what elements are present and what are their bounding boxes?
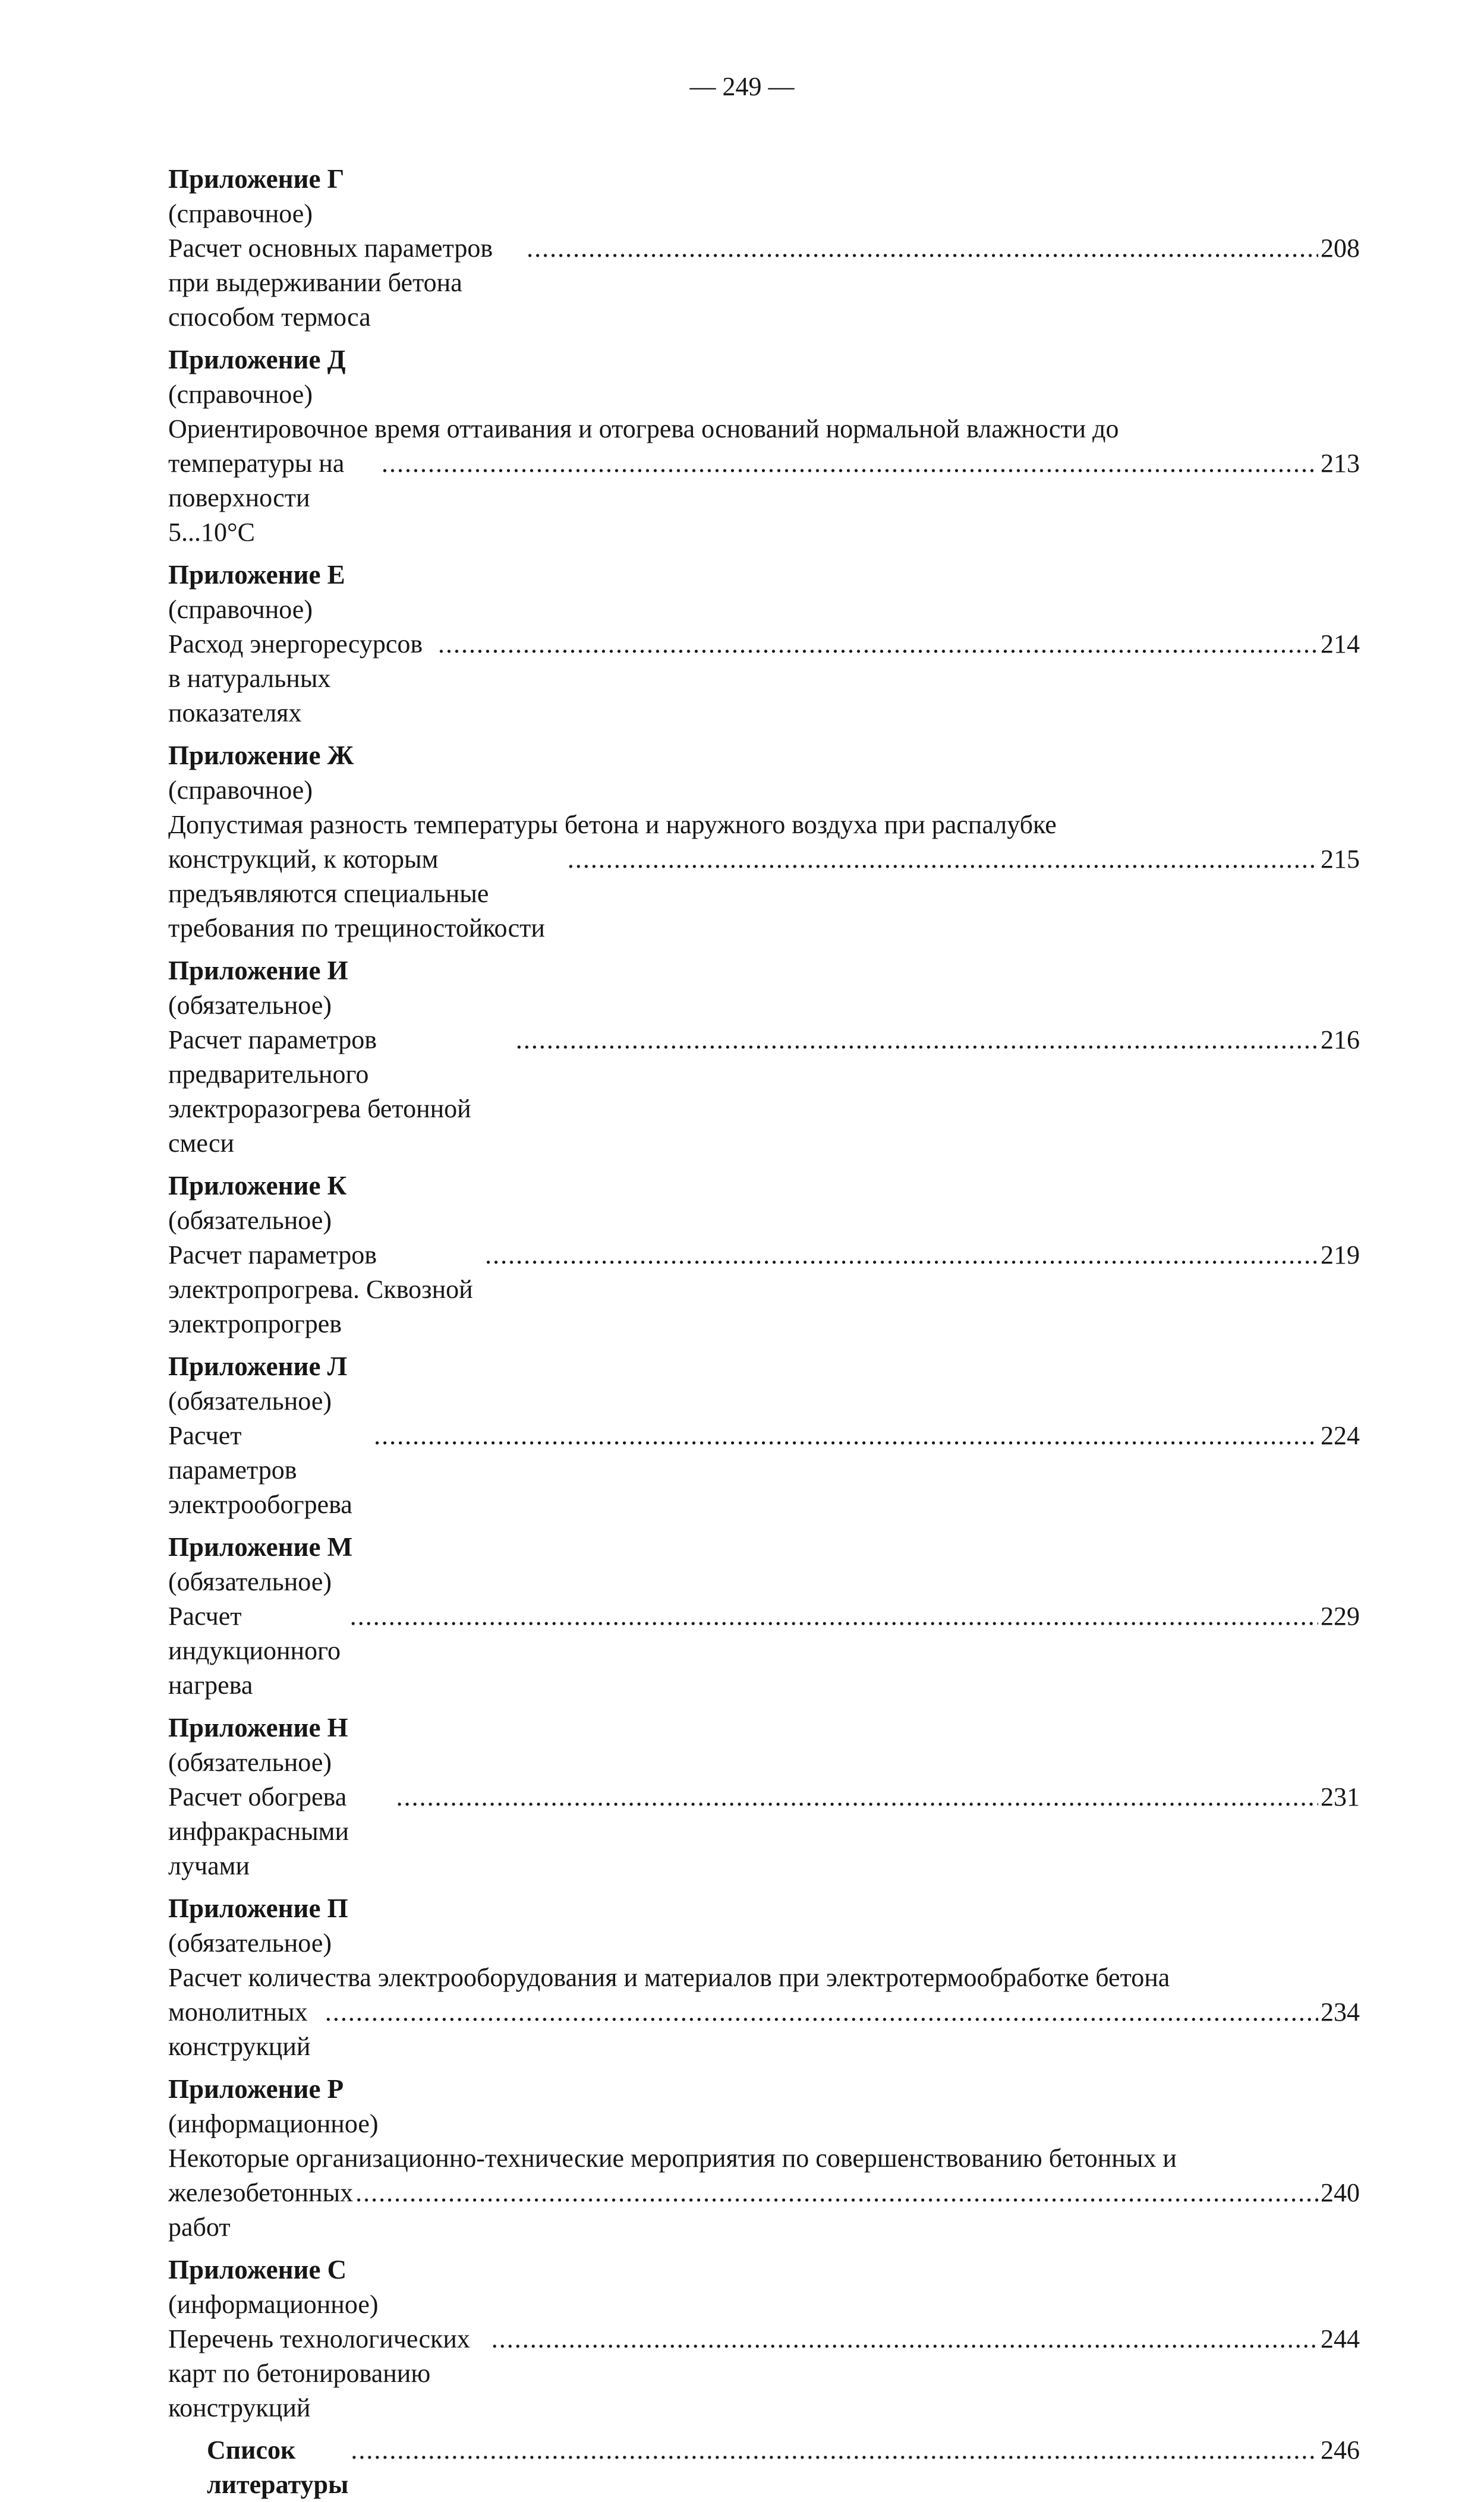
appendix-title: Расчет параметров электрообогрева (168, 1421, 352, 1519)
page-reference: 215 (1321, 844, 1360, 874)
page-reference: 244 (1321, 2324, 1360, 2353)
toc-line[interactable] (168, 1599, 1360, 1703)
appendix-heading: Приложение С (168, 2255, 347, 2284)
appendix-title-line: Допустимая разность температуры бетона и наружного воздуха при распалубке (168, 810, 1057, 839)
toc-entry (168, 738, 1360, 946)
toc-line[interactable] (168, 231, 1360, 335)
toc-line[interactable] (168, 446, 1360, 550)
bibliography-line[interactable] (168, 2433, 1360, 2502)
toc-entry (168, 1168, 1360, 1341)
toc-entry (168, 342, 1360, 550)
appendix-heading: Приложение Е (168, 560, 345, 590)
dot-leader (485, 1238, 1318, 1272)
appendix-heading: Приложение Г (168, 164, 345, 194)
dot-leader (351, 2433, 1318, 2468)
appendix-title: Расчет обогрева инфракрасными лучами (168, 1782, 349, 1880)
dot-leader (382, 446, 1318, 481)
appendix-title-line: Ориентировочное время оттаивания и отогрева оснований нормальной влажности до (168, 414, 1119, 443)
appendix-heading: Приложение Л (168, 1351, 348, 1381)
page-reference: 213 (1321, 449, 1360, 478)
table-of-contents (168, 162, 1360, 2502)
appendix-kind: (информационное) (168, 2290, 379, 2319)
appendix-heading: Приложение Д (168, 345, 346, 374)
appendix-title: Расчет параметров предварительного электроразогрева бетонной смеси (168, 1025, 471, 1158)
appendix-kind: (обязательное) (168, 1567, 332, 1596)
toc-line[interactable] (168, 2176, 1360, 2245)
page-reference: 214 (1321, 629, 1360, 658)
toc-entry (168, 1891, 1360, 2064)
appendix-title: Расход энергоресурсов в натуральных показателях (168, 629, 423, 727)
page-reference: 208 (1321, 234, 1360, 263)
toc-line[interactable] (168, 1238, 1360, 1341)
toc-entry (168, 557, 1360, 730)
dot-leader (374, 1419, 1318, 1453)
dot-leader (516, 1023, 1318, 1057)
appendix-title: Расчет индукционного нагрева (168, 1602, 341, 1700)
appendix-heading: Приложение Ж (168, 740, 354, 770)
appendix-title-line: Некоторые организационно-технические мероприятия по совершенствованию бетонных и (168, 2144, 1177, 2173)
page-reference: 216 (1321, 1025, 1360, 1054)
toc-entry (168, 162, 1360, 335)
toc-entry (168, 2072, 1360, 2245)
appendix-title: температуры на поверхности 5...10°С (168, 449, 345, 547)
toc-line[interactable] (168, 2322, 1360, 2425)
appendix-kind: (информационное) (168, 2109, 379, 2138)
page-reference: 219 (1321, 1240, 1360, 1269)
dot-leader (355, 2176, 1318, 2210)
toc-line[interactable] (168, 1023, 1360, 1161)
page-reference: 234 (1321, 1997, 1360, 2027)
appendix-title-line: Расчет количества электрооборудования и материалов при электротермообработке бетона (168, 1963, 1170, 1992)
toc-entry (168, 1710, 1360, 1883)
appendix-heading: Приложение К (168, 1171, 347, 1200)
dot-leader (438, 627, 1318, 661)
page-reference: 231 (1321, 1782, 1360, 1811)
appendix-heading: Приложение Р (168, 2074, 344, 2104)
bibliography-title: Список литературы (207, 2435, 349, 2499)
appendix-kind: (обязательное) (168, 991, 332, 1020)
appendix-title: железобетонных работ (168, 2178, 354, 2242)
appendix-kind: (обязательное) (168, 1387, 332, 1416)
appendix-kind: (обязательное) (168, 1748, 332, 1777)
appendix-title: Перечень технологических карт по бетонированию конструкций (168, 2324, 470, 2422)
appendix-title: Расчет основных параметров при выдерживании бетона способом термоса (168, 234, 493, 332)
appendix-kind: (справочное) (168, 199, 313, 228)
dot-leader (568, 842, 1318, 877)
page-reference: 246 (1321, 2435, 1360, 2465)
toc-line[interactable] (168, 1995, 1360, 2064)
appendix-title: монолитных конструкций (168, 1997, 311, 2061)
toc-line[interactable] (168, 842, 1360, 946)
appendix-title: Расчет параметров электропрогрева. Сквозной электропрогрев (168, 1240, 473, 1338)
toc-entry (168, 953, 1360, 1161)
toc-line[interactable] (168, 1780, 1360, 1883)
dot-leader (491, 2322, 1318, 2356)
appendix-heading: Приложение И (168, 956, 348, 985)
toc-entry (168, 1530, 1360, 1703)
toc-line[interactable] (168, 627, 1360, 730)
page-reference: 229 (1321, 1602, 1360, 1631)
appendix-kind: (справочное) (168, 776, 313, 805)
dot-leader (325, 1995, 1318, 2030)
appendix-kind: (обязательное) (168, 1206, 332, 1235)
toc-entry (168, 2252, 1360, 2425)
appendix-heading: Приложение П (168, 1893, 348, 1923)
page-reference: 224 (1321, 1421, 1360, 1450)
dot-leader (350, 1599, 1318, 1634)
appendix-kind: (справочное) (168, 595, 313, 624)
page-reference: 240 (1321, 2178, 1360, 2207)
appendix-kind: (обязательное) (168, 1929, 332, 1958)
toc-line[interactable] (168, 1419, 1360, 1522)
toc-entry (168, 1349, 1360, 1522)
page-number: — 249 — (689, 72, 795, 101)
dot-leader (396, 1780, 1318, 1814)
appendix-title: конструкций, к которым предъявляются специальные требования по трещиностойкости (168, 844, 545, 943)
appendix-kind: (справочное) (168, 380, 313, 409)
dot-leader (527, 231, 1318, 266)
appendix-heading: Приложение М (168, 1532, 353, 1562)
appendix-heading: Приложение Н (168, 1713, 348, 1742)
